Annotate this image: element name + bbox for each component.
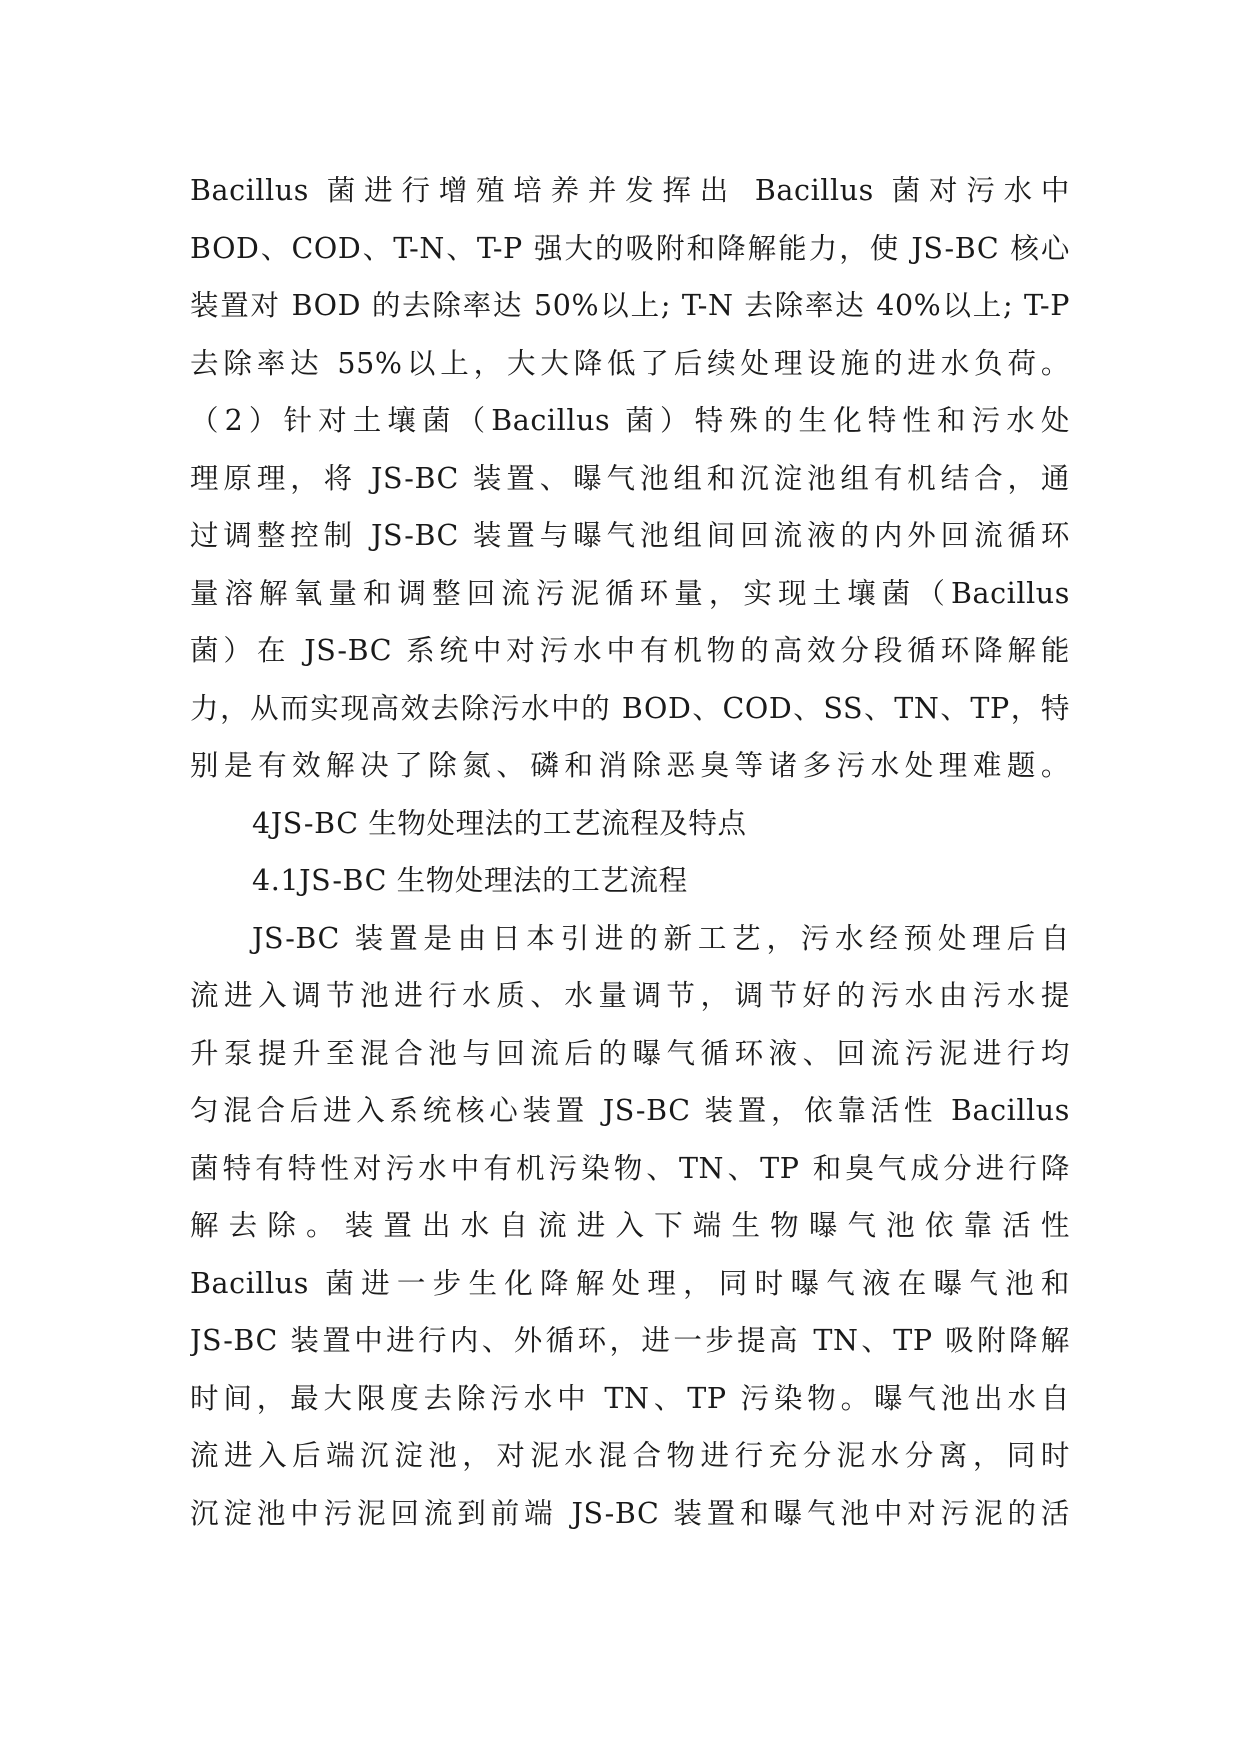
text-line: 过调整控制 JS-BC 装置与曝气池组间回流液的内外回流循环	[190, 519, 1070, 552]
text-line: 去除率达 55%以上，大大降低了后续处理设施的进水负荷。	[190, 346, 1070, 380]
text-line: 升泵提升至混合池与回流后的曝气循环液、回流污泥进行均	[190, 1036, 1070, 1070]
text-line: 解去除。装置出水自流进入下端生物曝气池依靠活性	[190, 1209, 1070, 1242]
subsection-heading: 4.1JS-BC 生物处理法的工艺流程	[252, 864, 688, 897]
text-line: 沉淀池中污泥回流到前端 JS-BC 装置和曝气池中对污泥的活	[190, 1496, 1070, 1530]
text-line: 量溶解氧量和调整回流污泥循环量，实现土壤菌（Bacillus	[190, 576, 1070, 610]
text-line: 别是有效解决了除氮、磷和消除恶臭等诸多污水处理难题。	[190, 749, 1070, 782]
text-line: 时间，最大限度去除污水中 TN、TP 污染物。曝气池出水自	[190, 1381, 1070, 1415]
text-line: 匀混合后进入系统核心装置 JS-BC 装置，依靠活性 Bacillus	[190, 1094, 1070, 1127]
text-line: 理原理，将 JS-BC 装置、曝气池组和沉淀池组有机结合，通	[190, 461, 1070, 495]
text-line: 装置对 BOD 的去除率达 50%以上; T-N 去除率达 40%以上; T-P	[190, 289, 1070, 322]
text-line: Bacillus 菌进行增殖培养并发挥出 Bacillus 菌对污水中	[190, 174, 1070, 207]
body-text	[190, 162, 1070, 1542]
text-line: Bacillus 菌进一步生化降解处理，同时曝气液在曝气池和	[190, 1266, 1070, 1300]
text-line: （2）针对土壤菌（Bacillus 菌）特殊的生化特性和污水处	[190, 404, 1070, 437]
text-line: 力，从而实现高效去除污水中的 BOD、COD、SS、TN、TP，特	[190, 691, 1070, 725]
text-line: 菌特有特性对污水中有机污染物、TN、TP 和臭气成分进行降	[190, 1151, 1070, 1185]
text-line: BOD、COD、T-N、T-P 强大的吸附和降解能力，使 JS-BC 核心	[190, 231, 1070, 265]
section-heading: 4JS-BC 生物处理法的工艺流程及特点	[252, 806, 747, 840]
text-line: 流进入调节池进行水质、水量调节，调节好的污水由污水提	[190, 979, 1070, 1012]
text-line: JS-BC 装置是由日本引进的新工艺，污水经预处理后自	[252, 921, 1070, 955]
text-line: JS-BC 装置中进行内、外循环，进一步提高 TN、TP 吸附降解	[190, 1324, 1070, 1357]
text-line: 菌）在 JS-BC 系统中对污水中有机物的高效分段循环降解能	[190, 634, 1070, 667]
text-line: 流进入后端沉淀池，对泥水混合物进行充分泥水分离，同时	[190, 1439, 1070, 1472]
